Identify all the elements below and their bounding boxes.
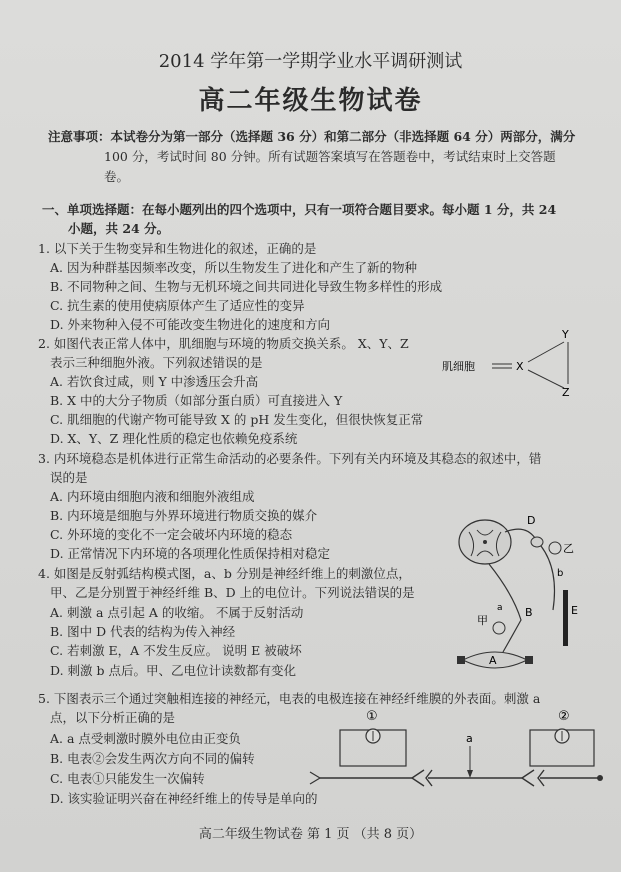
q3-option-c: C. 外环境的变化不一定会破坏内环境的稳态 [50, 527, 293, 542]
q5-option-b: B. 电表②会发生两次方向不同的偏转 [50, 751, 255, 766]
label-d: D [527, 514, 536, 527]
q2-stem-1: 2. 如图代表正常人体中，肌细胞与环境的物质交换关系。 X、Y、Z [38, 336, 409, 351]
notice-line-1: 注意事项：本试卷分为第一部分（选择题 36 分）和第二部分（非选择题 64 分）两部分，满分 [48, 129, 576, 144]
q3-stem-2: 误的是 [50, 470, 88, 485]
notice-line-3: 卷。 [104, 169, 130, 184]
q2-option-b: B. X 中的大分子物质（如部分蛋白质）可直接进入 Y [50, 393, 343, 408]
q1-option-b: B. 不同物种之间、生物与无机环境之间共同进化导致生物多样性的形成 [50, 279, 443, 294]
q2-option-a: A. 若饮食过咸，则 Y 中渗透压会升高 [50, 374, 259, 389]
label-b: b [557, 568, 564, 579]
meter-2-label: ② [558, 709, 570, 724]
label-jia: 甲 [477, 614, 488, 627]
q4-stem-1: 4. 如图是反射弧结构模式图，a、b 分别是神经纤维上的刺激位点， [38, 566, 411, 581]
q3-option-d: D. 正常情况下内环境的各项理化性质保持相对稳定 [50, 546, 331, 561]
receptor-e [563, 590, 568, 646]
fluid-y-label: Y [562, 328, 569, 341]
stimulus-a-label: a [466, 732, 473, 745]
q5-stem-2: 点，以下分析正确的是 [50, 710, 176, 725]
q2-stem-2: 表示三种细胞外液。下列叙述错误的是 [50, 355, 263, 370]
fluid-exchange-diagram [440, 328, 590, 398]
exam-title: 2014 学年第一学期学业水平调研测试 [158, 51, 463, 72]
q5-stem-1: 5. 下图表示三个通过突触相连接的神经元，电表的电极连接在神经纤维膜的外表面。刺激 a [38, 691, 541, 706]
q4-option-a: A. 刺激 a 点引起 A 的收缩。 不属于反射活动 [50, 605, 304, 620]
q2-option-d: D. X、Y、Z 理化性质的稳定也依赖免疫系统 [50, 431, 298, 446]
q1-option-a: A. 因为种群基因频率改变，所以生物发生了进化和产生了新的物种 [50, 260, 417, 275]
fluid-x-label: X [516, 360, 524, 373]
section1-heading: 一、单项选择题：在每小题列出的四个选项中，只有一项符合题目要求。每小题 1 分，共 24 [42, 202, 557, 217]
q4-stem-2: 甲、乙是分别置于神经纤维 B、D 上的电位计。下列说法错误的是 [50, 585, 415, 600]
q5-option-a: A. a 点受刺激时膜外电位由正变负 [50, 731, 241, 746]
q4-option-b: B. 图中 D 代表的结构为传入神经 [50, 624, 236, 639]
muscle-cell-label: 肌细胞 [442, 360, 475, 373]
q3-stem-1: 3. 内环境稳态是机体进行正常生命活动的必要条件。下列有关内环境及其稳态的叙述中，错 [38, 451, 542, 466]
q5-option-c: C. 电表①只能发生一次偏转 [50, 771, 205, 786]
meter-1-label: ① [366, 709, 378, 724]
label-yi: 乙 [563, 542, 574, 555]
q3-option-a: A. 内环境由细胞内液和细胞外液组成 [50, 489, 255, 504]
label-e: E [571, 604, 578, 617]
neuron-chain-diagram [300, 706, 610, 792]
q4-option-d: D. 刺激 b 点后。甲、乙电位计读数都有变化 [50, 663, 296, 678]
q1-option-d: D. 外来物种入侵不可能改变生物进化的速度和方向 [50, 317, 331, 332]
q1-stem: 1. 以下关于生物变异和生物进化的叙述，正确的是 [38, 241, 317, 256]
fluid-z-label: Z [562, 386, 570, 398]
reflex-arc-diagram [455, 510, 585, 680]
q1-option-c: C. 抗生素的使用使病原体产生了适应性的变异 [50, 298, 305, 313]
section1-heading-cont: 小题，共 24 分。 [68, 221, 170, 236]
label-a-small: a [497, 603, 503, 613]
q3-option-b: B. 内环境是细胞与外界环境进行物质交换的媒介 [50, 508, 318, 523]
label-b-nerve: B [525, 606, 533, 619]
page-footer: 高二年级生物试卷 第 1 页 （共 8 页） [198, 827, 423, 842]
paper-title: 高二年级生物试卷 [198, 86, 423, 116]
q4-option-c: C. 若刺激 E，A 不发生反应。 说明 E 被破坏 [50, 643, 302, 658]
notice-line-2: 100 分，考试时间 80 分钟。所有试题答案填写在答题卷中，考试结束时上交答题 [104, 149, 556, 164]
label-a-muscle: A [489, 654, 497, 667]
q2-option-c: C. 肌细胞的代谢产物可能导致 X 的 pH 发生变化，但很快恢复正常 [50, 412, 424, 427]
q5-option-d: D. 该实验证明兴奋在神经纤维上的传导是单向的 [50, 791, 318, 806]
